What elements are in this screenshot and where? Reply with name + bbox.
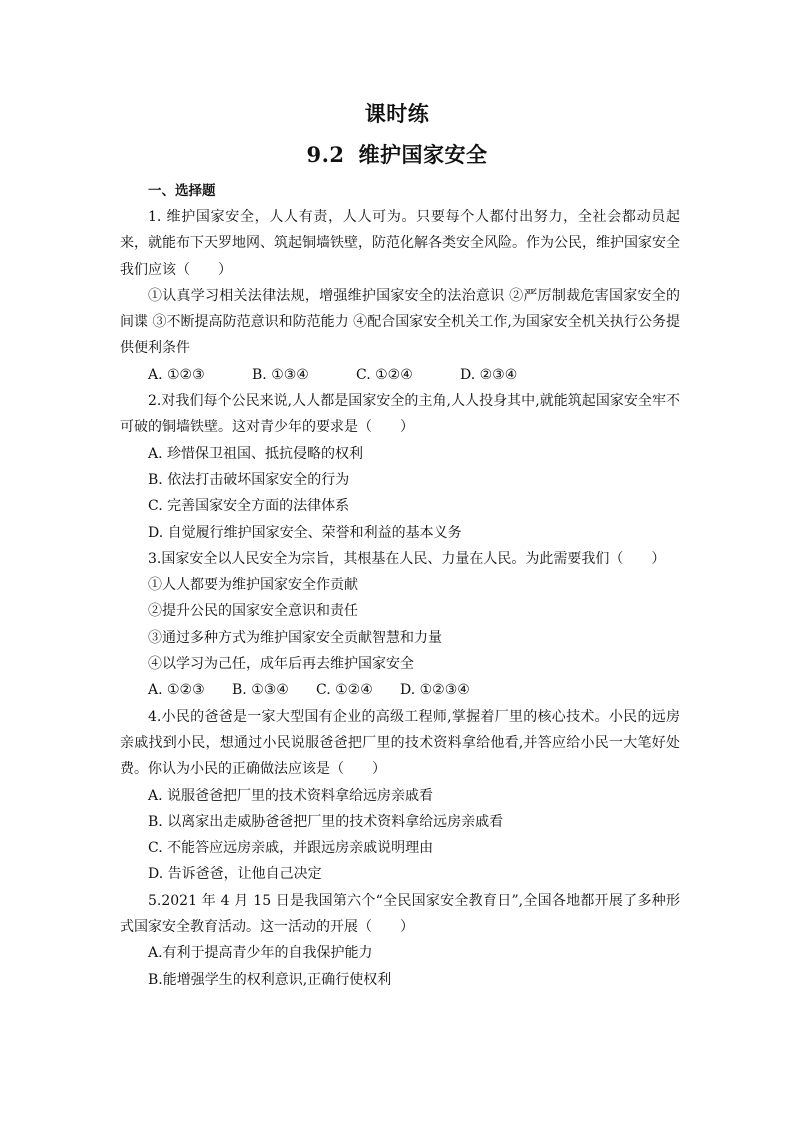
question-5-option-b: B.能增强学生的权利意识,正确行使权利 xyxy=(148,971,392,988)
lesson-number: 9.2 xyxy=(306,142,345,167)
question-2-option-b: B. 依法打击破坏国家安全的行为 xyxy=(148,471,350,488)
question-2-stem: 2.对我们每个公民来说,人人都是国家安全的主角,人人投身其中,就能筑起国家安全牢不可破的铜墙铁壁。这对青少年的要求是（ ） xyxy=(120,393,680,436)
question-4-option-a: A. 说服爸爸把厂里的技术资料拿给远房亲戚看 xyxy=(148,787,434,804)
question-2-option-d: D. 自觉履行维护国家安全、荣誉和利益的基本义务 xyxy=(148,524,462,541)
question-4-stem: 4.小民的爸爸是一家大型国有企业的高级工程师,掌握着厂里的核心技术。小民的远房亲戚找到小民，想通过小民说服爸爸把厂里的技术资料拿给他看,并答应给小民一大笔好处费。你认为小民的正确做法应该是（ ） xyxy=(120,708,680,778)
question-4-option-c: C. 不能答应远房亲戚，并跟远房亲戚说明理由 xyxy=(148,840,434,857)
question-5-option-a: A.有利于提高青少年的自我保护能力 xyxy=(148,945,373,962)
question-2-option-c: C. 完善国家安全方面的法律体系 xyxy=(148,498,350,515)
question-2-option-a: A. 珍惜保卫祖国、抵抗侵略的权利 xyxy=(148,445,364,462)
lesson-name: 维护国家安全 xyxy=(358,142,488,167)
question-5-stem: 5.2021 年 4 月 15 日是我国第六个“全民国家安全教育日”,全国各地都开展了多种形式国家安全教育活动。这一活动的开展（ ） xyxy=(120,892,680,936)
question-1-choices xyxy=(120,362,680,388)
lesson-title xyxy=(0,139,794,169)
question-4-option-d: D. 告诉爸爸，让他自己决定 xyxy=(148,866,322,883)
choice-a: A. ①②③ xyxy=(148,682,205,699)
question-3-item-3: ③通过多种方式为维护国家安全贡献智慧和力量 xyxy=(148,629,442,646)
question-3-item-4: ④以学习为己任，成年后再去维护国家安全 xyxy=(148,656,414,673)
choice-d: D. ②③④ xyxy=(460,366,518,383)
question-3-stem: 3.国家安全以人民安全为宗旨，其根基在人民、力量在人民。为此需要我们（ ） xyxy=(148,550,666,567)
question-3-choices xyxy=(120,677,680,703)
choice-c: C. ①②④ xyxy=(356,366,413,383)
choice-d: D. ①②③④ xyxy=(400,682,470,699)
section-heading: 一、选择题 xyxy=(148,183,216,199)
question-3-item-1: ①人人都要为维护国家安全作贡献 xyxy=(148,577,358,594)
question-4-option-b: B. 以离家出走威胁爸爸把厂里的技术资料拿给远房亲戚看 xyxy=(148,813,504,830)
choice-a: A. ①②③ xyxy=(148,366,205,383)
choice-b: B. ①③④ xyxy=(232,682,289,699)
choice-b: B. ①③④ xyxy=(252,366,309,383)
choice-c: C. ①②④ xyxy=(316,682,373,699)
document-title: 课时练 xyxy=(364,101,430,126)
document-body xyxy=(120,178,680,993)
question-1-statements: ①认真学习相关法律法规，增强维护国家安全的法治意识 ②严厉制裁危害国家安全的间谍 ③不断提高防范意识和防范能力 ④配合国家安全机关工作,为国家安全机关执行公务提供便利条件 xyxy=(120,287,680,357)
question-3-item-2: ②提升公民的国家安全意识和责任 xyxy=(148,603,358,620)
question-1-stem: 1. 维护国家安全，人人有责，人人可为。只要每个人都付出努力，全社会都动员起来，就能布下天罗地网、筑起铜墙铁壁，防范化解各类安全风险。作为公民，维护国家安全我们应该（ ） xyxy=(120,209,680,278)
